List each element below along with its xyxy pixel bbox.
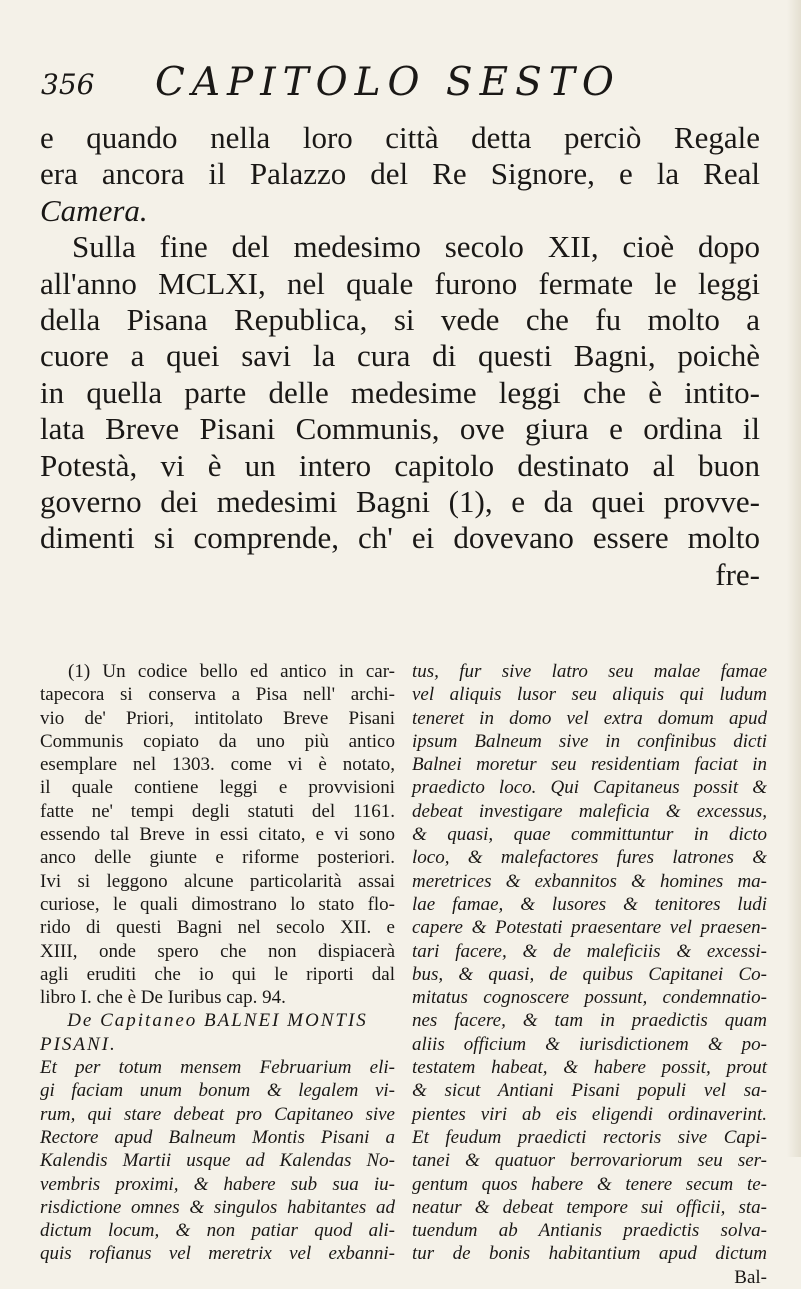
footnote-line: Communis copiato da uno più antico xyxy=(40,730,395,752)
footnote-heading: De Capitaneo BALNEI MONTIS xyxy=(67,1010,368,1032)
footnote-line: rum, qui stare debeat pro Capitaneo sive xyxy=(40,1103,395,1125)
footnote-line: il quale contiene leggi e provvisioni xyxy=(40,777,395,799)
footnote-line: Et feudum praedicti rectoris sive Capi- xyxy=(412,1126,767,1148)
footnote-line: praedicto loco. Qui Capitaneus possit & xyxy=(412,777,767,799)
footnote-line: bus, & quasi, de quibus Capitanei Co- xyxy=(412,963,767,985)
footnote-line: fatte ne' tempi degli statuti del 1161. xyxy=(40,800,395,822)
footnote-line: XIII, onde spero che non dispiacerà xyxy=(40,940,395,962)
footnote-line: vel aliquis lusor seu aliquis qui ludum xyxy=(412,684,767,706)
footnote-line: & sicut Antiani Pisani populi vel sa- xyxy=(412,1080,767,1102)
main-line: governo dei medesimi Bagni (1), e da quei provve- xyxy=(40,484,760,520)
footnote-line: dictum locum, & non patiar quod ali- xyxy=(40,1220,395,1242)
footnote-line: gentum quos habere & tenere secum te- xyxy=(412,1173,767,1195)
main-body-text xyxy=(40,120,760,593)
footnote-line: testatem habeat, & habere possit, prout xyxy=(412,1057,767,1079)
footnote-line: tur de bonis habitantium apud dictum xyxy=(412,1243,767,1265)
catchword: Bal- xyxy=(734,1266,767,1288)
main-line: Camera. xyxy=(40,192,148,228)
footnote-line: vembris proximi, & habere sub sua iu- xyxy=(40,1173,395,1195)
main-line: dimenti si comprende, ch' ei dovevano essere molto xyxy=(40,520,760,556)
footnote-line: & quasi, quae committuntur in dicto xyxy=(412,824,767,846)
footnote-left-column xyxy=(40,660,395,1266)
footnote-line: aliis officium & iurisdictionem & po- xyxy=(412,1033,767,1055)
footnote-line: neatur & debeat tempore sui officii, sta- xyxy=(412,1196,767,1218)
footnote-line: Et per totum mensem Februarium eli- xyxy=(40,1057,395,1079)
catchword: fre- xyxy=(715,556,760,592)
main-line: della Pisana Republica, si vede che fu molto a xyxy=(40,302,760,338)
footnote-line: capere & Potestati praesentare vel praesen- xyxy=(412,917,767,939)
main-line: in quella parte delle medesime leggi che è intito- xyxy=(40,374,760,410)
footnote-line: pientes viri ab eis eligendi ordinaverint. xyxy=(412,1103,767,1125)
footnote-line: risdictione omnes & singulos habitantes ad xyxy=(40,1196,395,1218)
footnote-line: Ivi si leggono alcune particolarità assai xyxy=(40,870,395,892)
footnote-line: esemplare nel 1303. come vi è notato, xyxy=(40,754,395,776)
footnote-line: tanei & quatuor berrovariorum seu ser- xyxy=(412,1150,767,1172)
footnote-line: Balnei moretur seu residentiam faciat in xyxy=(412,754,767,776)
footnote-line: vio de' Priori, intitolato Breve Pisani xyxy=(40,707,395,729)
footnote-line: Kalendis Martii usque ad Kalendas No- xyxy=(40,1150,395,1172)
main-line: cuore a quei savi la cura di questi Bagni, poichè xyxy=(40,338,760,374)
footnote-line: lae famae, & lusores & tenitores ludi xyxy=(412,893,767,915)
main-line: all'anno MCLXI, nel quale furono fermate le leggi xyxy=(40,265,760,301)
footnote-line: mitatus cognoscere possunt, condemnatio- xyxy=(412,987,767,1009)
footnote-line: tus, fur sive latro seu malae famae xyxy=(412,661,767,682)
footnote-line: debeat investigare maleficia & excessus, xyxy=(412,800,767,822)
footnote-line: tuendum ab Antianis praedictis solva- xyxy=(412,1220,767,1242)
footnote-heading: PISANI. xyxy=(40,1033,117,1055)
footnote-line: loco, & malefactores fures latrones & xyxy=(412,847,767,869)
main-line: Potestà, vi è un intero capitolo destinato al buon xyxy=(40,447,760,483)
footnote-line: rido di questi Bagni nel secolo XII. e xyxy=(40,917,395,939)
footnote-line: quis rofianus vel meretrix vel exbanni- xyxy=(40,1243,395,1265)
footnote-line: libro I. che è De Iuribus cap. 94. xyxy=(40,987,286,1009)
main-line: Sulla fine del medesimo secolo XII, cioè dopo xyxy=(72,229,760,265)
footnote-line: curiose, le quali dimostrano lo stato flo- xyxy=(40,893,395,915)
footnote-line: Rectore apud Balneum Montis Pisani a xyxy=(40,1126,395,1148)
footnote-line: meretrices & exbannitos & homines ma- xyxy=(412,870,767,892)
main-line: lata Breve Pisani Communis, ove giura e ordina il xyxy=(40,411,760,447)
footnote-line: tapecora si conserva a Pisa nell' archi- xyxy=(40,684,395,706)
footnote-line: teneret in domo vel extra domum apud xyxy=(412,707,767,729)
footnote-line: anco delle giunte e riforme posteriori. xyxy=(40,847,395,869)
main-line: e quando nella loro città detta perciò Regale xyxy=(40,120,760,155)
footnote-line: essendo tal Breve in essi citato, e vi sono xyxy=(40,824,395,846)
footnote-line: (1) Un codice bello ed antico in car- xyxy=(68,661,395,682)
footnote-line: gi faciam unum bonum & legalem vi- xyxy=(40,1080,395,1102)
footnote-line: tari facere, & de maleficiis & excessi- xyxy=(412,940,767,962)
running-title: CAPITOLO SESTO xyxy=(155,60,621,105)
page-edge xyxy=(787,0,801,1157)
page-number: 356 xyxy=(41,68,95,101)
footnote-line: nes facere, & tam in praedictis quam xyxy=(412,1010,767,1032)
footnote-line: ipsum Balneum sive in confinibus dicti xyxy=(412,730,767,752)
main-line: era ancora il Palazzo del Re Signore, e la Real xyxy=(40,156,760,192)
footnote-right-column xyxy=(412,660,767,1289)
footnote-line: agli eruditi che io qui le riporti dal xyxy=(40,963,395,985)
